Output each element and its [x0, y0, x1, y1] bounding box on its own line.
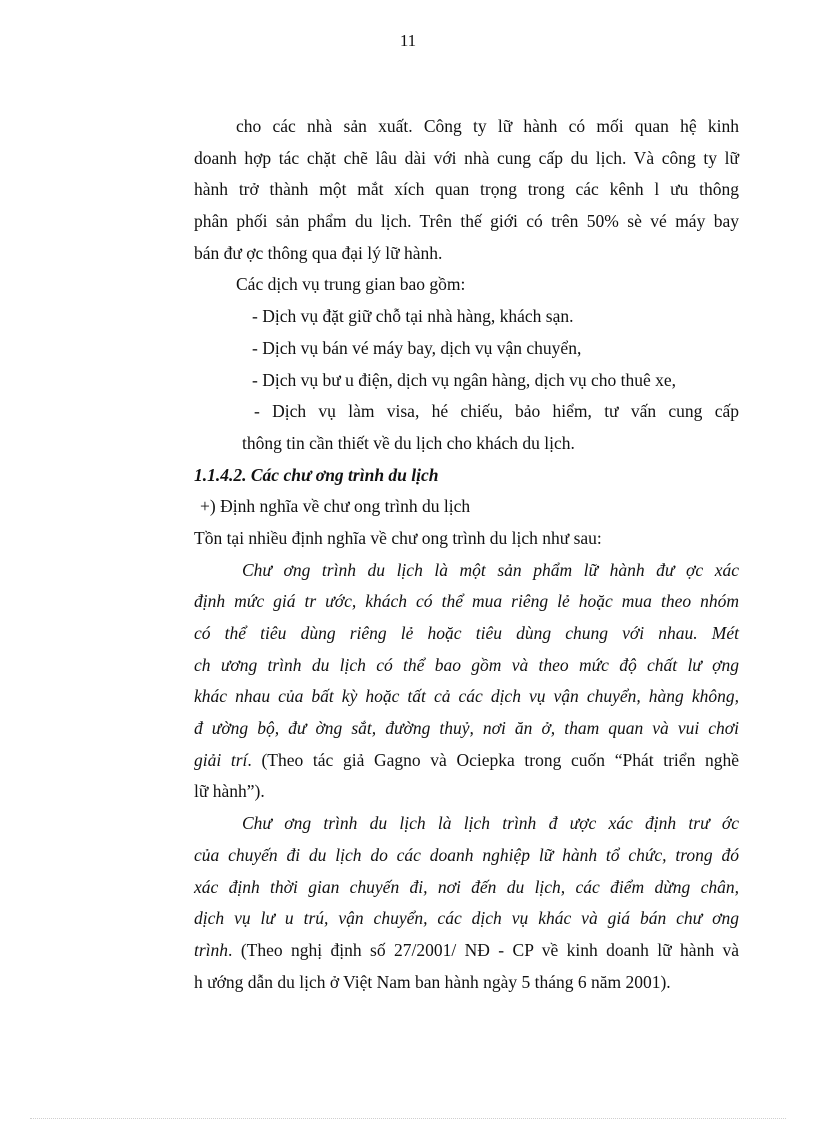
document-body [194, 111, 739, 998]
definition-line: của chuyến đi du lịch do các doanh nghiệp lữ hành tổ chức, trong đó [194, 844, 739, 865]
paragraph-line: hành trở thành một mắt xích quan trọng trong các kênh l ưu thông [194, 179, 739, 200]
service-item: - Dịch vụ làm visa, hé chiếu, bảo hiểm, tư vấn cung cấp [254, 401, 739, 422]
service-item-continued: thông tin cần thiết về du lịch cho khách du lịch. [242, 432, 575, 453]
subheading: +) Định nghĩa về chư ong trình du lịch [200, 496, 471, 517]
service-item: - Dịch vụ đặt giữ chỗ tại nhà hàng, khách sạn. [252, 306, 574, 327]
definition-line: Chư ơng trình du lịch là lịch trình đ ược xác định trư ớc [242, 813, 739, 834]
citation-text: . (Theo tác giả Gagno và Ociepka trong cuốn “Phát triển nghề [247, 749, 739, 770]
definition-line: ch ương trình du lịch có thể bao gồm và theo mức độ chất lư ợng [194, 654, 739, 675]
citation-line: h ướng dẫn du lịch ở Việt Nam ban hành ngày 5 tháng 6 năm 2001). [194, 971, 671, 992]
definition-line [194, 745, 739, 777]
citation-line: lữ hành”). [194, 781, 265, 802]
definition-italic-end: trình [194, 939, 229, 960]
service-item: - Dịch vụ bán vé máy bay, dịch vụ vận chuyển, [252, 337, 582, 358]
citation-text: . (Theo nghị định số 27/2001/ NĐ - CP về kinh doanh lữ hành và [228, 939, 739, 960]
definition-line [194, 935, 739, 967]
definition-line: dịch vụ lư u trú, vận chuyển, các dịch vụ khác và giá bán chư ơng [194, 908, 739, 929]
page-bottom-divider [30, 1118, 786, 1119]
definition-line: có thể tiêu dùng riêng lẻ hoặc tiêu dùng chung với nhau. Mét [194, 623, 739, 643]
definition-italic-end: giải trí [194, 749, 248, 770]
services-intro: Các dịch vụ trung gian bao gồm: [236, 274, 466, 295]
definition-line: định mức giá tr ước, khách có thể mua riêng lẻ hoặc mua theo nhóm [194, 591, 739, 612]
definition-line: khác nhau của bất kỳ hoặc tất cả các dịch vụ vận chuyển, hàng không, [194, 686, 739, 707]
paragraph-line: bán đư ợc thông qua đại lý lữ hành. [194, 242, 443, 263]
intro-line: Tồn tại nhiều định nghĩa về chư ong trình du lịch như sau: [194, 527, 602, 548]
paragraph-line: doanh hợp tác chặt chẽ lâu dài với nhà cung cấp du lịch. Và công ty lữ [194, 147, 739, 168]
paragraph-line: cho các nhà sản xuất. Công ty lữ hành có mối quan hệ kinh [236, 116, 739, 136]
section-heading: 1.1.4.2. Các chư ơng trình du lịch [194, 464, 439, 485]
definition-line: đ ường bộ, đư ờng sắt, đường thuỷ, nơi ăn ở, tham quan và vui chơi [194, 718, 739, 739]
definition-line: Chư ơng trình du lịch là một sản phẩm lữ hành đư ợc xác [242, 559, 739, 580]
service-item: - Dịch vụ bư u điện, dịch vụ ngân hàng, dịch vụ cho thuê xe, [252, 369, 677, 390]
page-number: 11 [399, 31, 417, 50]
definition-line: xác định thời gian chuyến đi, nơi đến du lịch, các điểm dừng chân, [194, 876, 739, 897]
paragraph-line: phân phối sản phẩm du lịch. Trên thế giới có trên 50% sè vé máy bay [194, 211, 739, 232]
